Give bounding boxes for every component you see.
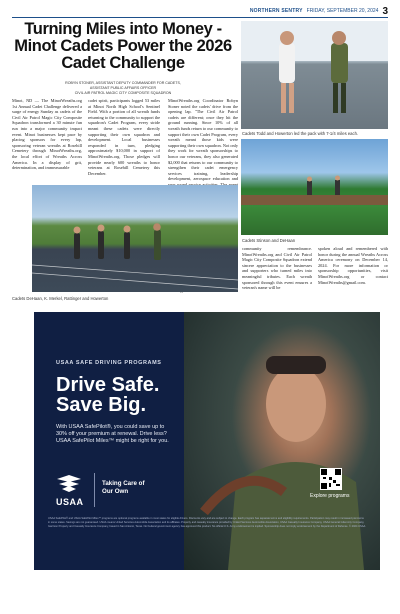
usaa-advertisement[interactable] bbox=[34, 312, 380, 570]
article-column-3: MinotWreaths.org Coordinator Robyn Stoner noted the cadets' drive from the opening lap. "The Civil Air Patrol cadets are different; once they hit the ground running. Since 10% of all wreath funds return to our community to support their own Cadet Program, every wreath meant those kids were supporting their own squadron. Not only they work for wreath sponsorships to honor our veterans, they also generated $2,000 that returns to our community to strengthen their cadet emergency services training, leadership development, aerospace education and bbox=[168, 98, 238, 182]
ad-fine-print: USAA SafePilot® and USAA SafePilot Miles™ programs are optional programs available in most states for eligible drivers. Discounts vary and are subject to change. Each program has separate terms and eligibility requirements. Participation may result in increased premiums in some states. Savings are not guaranteed. USAA means United Services Automobile Association and its affiliates. Property and casualty insurance provided by United Services Automobile Association, USAA Casualty Insurance Company, USAA General Indemnity Company, Garrison Property and Casualty Insurance Company, based in San Antonio, Texas. No Federal government agency has approved this product. No official U.S. Army endorsement is implied. Sponsorship does not imply endorsement by the Department of Defense. © 2024 USAA. bbox=[48, 517, 366, 528]
runners-illustration bbox=[32, 185, 238, 292]
newspaper-name: NORTHERN SENTRY bbox=[249, 8, 303, 14]
driver-illustration bbox=[184, 312, 380, 570]
ad-photo-soldier-driver bbox=[184, 312, 380, 570]
byline-line: ASSISTANT PUBLIC AFFAIRS OFFICER bbox=[89, 86, 157, 90]
stinson-dehaan-photo bbox=[241, 139, 388, 235]
page-number: 3 bbox=[382, 5, 388, 17]
ad-headline bbox=[56, 375, 159, 415]
ad-body-text: With USAA SafePilot®, you could save up to 30% off your premium at renewal. Drive less? USAA SafePilot Miles™ might be right for you. bbox=[56, 424, 169, 444]
two-runners-illustration bbox=[241, 21, 388, 129]
tagline-line: Our Own bbox=[102, 488, 129, 495]
usaa-logo-text: USAA bbox=[56, 497, 84, 507]
article-column-2: cadet spirit, participants logged 53 miles at Minot North High School's Sentinel Field. With a portion of all wreath funds returning to the community to support the squadron's Cadet Program, every stride meant these cadets were directly supporting their own squadron and development. Local businesses responded in turn, pledging approximately $10,000 in support of MinotWreaths.org. Those pledges will provide nearly 600 wreaths to honor veterans at Rosehill Cemetery this December. bbox=[88, 98, 160, 176]
photo3-caption: Cadets Stinson and DeHaan bbox=[242, 238, 296, 243]
tagline-line: Taking Care of bbox=[102, 480, 145, 487]
page-header bbox=[12, 6, 388, 16]
byline-line: ROBYN STONER, ASSISTANT DEPUTY COMMANDER FOR CADETS, bbox=[65, 81, 181, 85]
ad-tagline bbox=[102, 480, 145, 496]
article-column-4: community remembrance. MinotWreaths.org and Civil Air Patrol Magic City Composite Squadron extend sincere appreciation to the businesses and supporters who turned miles into meaningful tributes. Each wreath sponsored through this event ensures a veteran's name will be bbox=[242, 246, 312, 291]
ad-eyebrow: USAA SAFE DRIVING PROGRAMS bbox=[56, 360, 162, 366]
photo1-caption: Cadets DeHaan, K. Merkel, Rattinger and Howerton bbox=[12, 296, 109, 301]
header-rule bbox=[12, 17, 388, 18]
usaa-eagle-icon bbox=[56, 473, 82, 493]
brand-divider bbox=[94, 473, 95, 507]
track-runners-illustration bbox=[241, 139, 388, 235]
ad-headline-line: Drive Safe. bbox=[56, 374, 160, 396]
issue-date: FRIDAY, SEPTEMBER 20, 2024 bbox=[306, 8, 379, 14]
ad-headline-line: Save Big. bbox=[56, 394, 147, 416]
article-byline bbox=[12, 81, 234, 96]
article-column-5: spoken aloud and remembered with honor during the annual Wreaths Across America ceremony on December 14, 2024. For more information or sponsorship opportunities, visit MinotWreaths.org or contact MinotWreaths@gmail.com. bbox=[318, 246, 388, 285]
ad-brand-block bbox=[56, 469, 196, 511]
cadets-running-photo bbox=[32, 185, 238, 292]
todd-howerton-photo bbox=[241, 21, 388, 129]
article-headline: Turning Miles into Money - Minot Cadets Power the 2026 Cadet Challenge bbox=[14, 20, 232, 72]
byline-line: CIVIL AIR PATROL MAGIC CITY COMPOSITE SQUADRON bbox=[74, 91, 172, 95]
explore-programs-link[interactable]: Explore programs bbox=[310, 493, 350, 499]
photo2-caption: Cadets Todd and Howerton led the pack with 7-1/4 miles each. bbox=[242, 131, 359, 136]
article-column-1: Minot, ND — The MinotWreaths.org 1st Annual Cadet Challenge delivered a surge of energy Sunday as cadets of the Civil Air Patrol Magic City Composite Squadron transformed a 30 minute fun run into a major community impact event. Minot businesses kept pace by placing sponsors for every lap, sponsoring veteran wreaths at Rosehill Cemetery through MinotWreaths.org, the local effort of Wreaths Across America. In a display of grit, determination, and immeasurable bbox=[12, 98, 82, 171]
qr-code-icon[interactable] bbox=[320, 468, 342, 490]
